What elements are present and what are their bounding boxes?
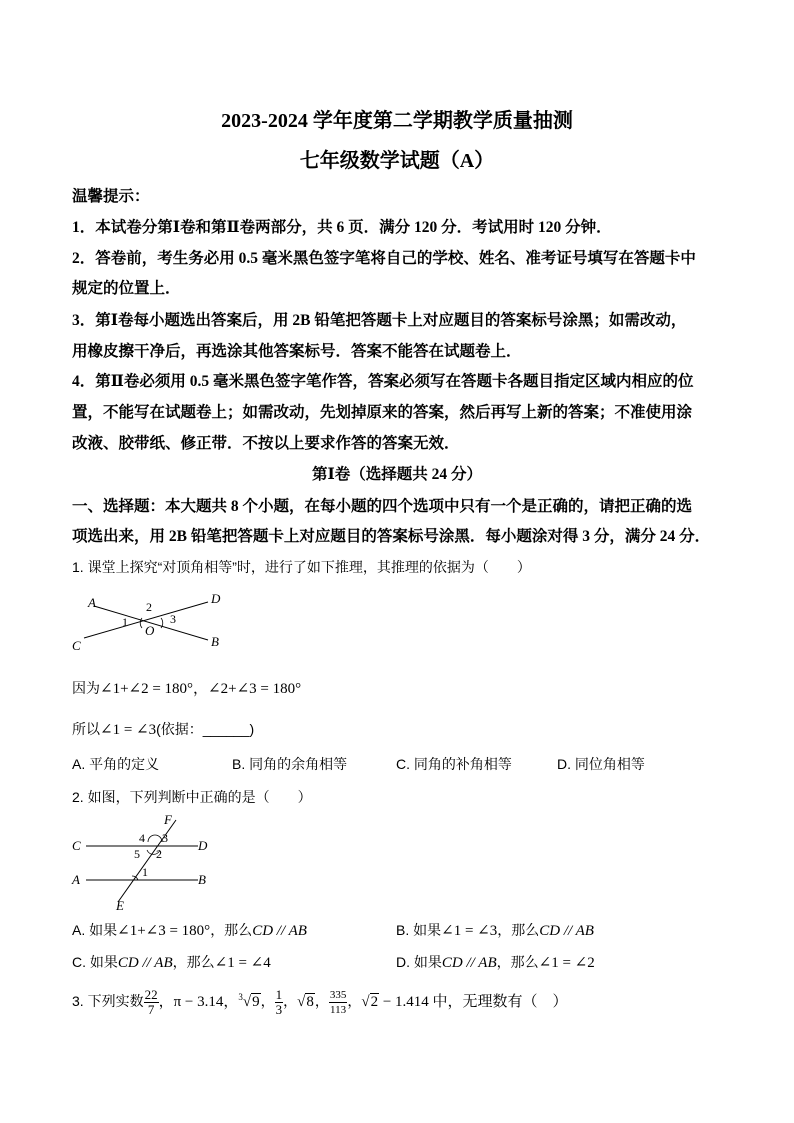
label-F: F [164,812,172,827]
opt-math2: ∠1 = ∠4 [214,955,271,971]
q2-figure [66,812,226,912]
label-E: E [116,898,124,912]
exam-subtitle: 七年级数学试题（A） [299,150,495,172]
opt-mid: ，那么 [496,954,539,970]
section-instructions-line-2: 项选出来，用 2B 铅笔把答题卡上对应题目的答案标号涂黑．每小题涂对得 3 分，满分 24 分． [72,528,711,545]
opt-math2: CD // AB [539,923,594,939]
sqrt-8: √8 [297,994,314,1010]
opt-mid: ，那么 [172,954,215,970]
tip-3-line-2: 用橡皮擦干净后，再选涂其他答案标号．答案不能答在试题卷上． [72,343,522,360]
q2-option-d[interactable] [396,952,595,972]
frac-den: 7 [147,1001,155,1017]
frac-den: 3 [275,1001,283,1017]
exam-title: 2023-2024 学年度第二学期教学质量抽测 [221,110,573,132]
angle-arc-top [148,835,162,842]
angle-label-3: 3 [170,612,176,626]
q2-option-b[interactable] [396,920,594,940]
angle-label-2: 2 [156,847,162,861]
label-D: D [211,591,221,606]
opt-math2: CD // AB [252,923,307,939]
angle-label-3: 3 [162,831,168,845]
radicand: 8 [306,994,314,1010]
opt-math: ∠1+∠3 = 180° [117,923,211,939]
q3-stem [72,980,568,1019]
part1-heading: 第Ⅰ卷（选择题共 24 分） [311,466,482,483]
q3-text-6: ， [347,993,362,1009]
so-suffix: (依据：______) [156,721,255,737]
q2-option-c[interactable] [72,952,271,972]
q1-option-b[interactable]: B. 同角的余角相等 [232,756,348,772]
tip-4-line-1: 4．第Ⅱ卷必须用 0.5 毫米黑色签字笔作答，答案必须写在答题卡各题目指定区域内相应的位 [72,373,694,390]
opt-prefix: D. 如果 [396,954,442,970]
q1-stem: 1. 课堂上探究“对顶角相等”时，进行了如下推理，其推理的依据为（ ） [72,559,531,575]
label-O: O [145,623,155,638]
q2-option-a[interactable] [72,920,307,940]
angle-label-5: 5 [134,847,140,861]
opt-math: ∠1 = ∠3 [441,923,498,939]
opt-prefix: C. 如果 [72,954,118,970]
q3-text-3: ， [260,993,275,1009]
so-prefix: 所以 [72,721,100,737]
label-C: C [72,638,81,653]
q1-option-d[interactable]: D. 同位角相等 [557,756,645,772]
radicand: 2 [370,994,379,1010]
sqrt-2: √2 [361,994,379,1010]
opt-math: CD // AB [441,955,497,971]
label-D: D [198,838,208,853]
fraction-335-113 [329,988,348,1017]
opt-mid: ，那么 [497,922,540,938]
opt-prefix: B. 如果 [396,922,442,938]
q3-text-7: − 1.414 中，无理数有（ ） [379,994,568,1010]
angle-label-2: 2 [146,600,152,614]
tip-2-line-2: 规定的位置上． [72,280,181,297]
q1-option-c[interactable]: C. 同角的补角相等 [396,756,512,772]
fraction-22-7 [144,988,159,1017]
q1-option-a[interactable]: A. 平角的定义 [72,756,160,772]
frac-den: 113 [330,1003,347,1016]
q3-text-2: ，π − 3.14， [158,994,239,1010]
frac-num: 22 [144,986,158,1002]
section-instructions-line-1: 一、选择题：本大题共 8 个小题，在每小题的四个选项中只有一个是正确的，请把正确的选 [72,498,693,515]
root-index: 3 [238,992,243,1002]
opt-math2: ∠1 = ∠2 [538,955,595,971]
label-B: B [211,634,219,649]
label-C: C [72,838,81,853]
label-A: A [88,595,96,610]
angle-label-4: 4 [139,831,145,845]
tip-2-line-1: 2．答卷前，考生务必用 0.5 毫米黑色签字笔将自己的学校、姓名、准考证号填写在答题卡中 [72,250,696,267]
q3-text-5: ， [314,993,329,1009]
label-B: B [198,872,206,887]
fraction-1-3 [275,988,284,1017]
angle-label-1: 1 [122,615,128,629]
q3-text-4: ， [283,993,298,1009]
because-math: ∠1+∠2 = 180°，∠2+∠3 = 180° [100,681,302,697]
opt-math: CD // AB [117,955,173,971]
q2-stem: 2. 如图，下列判断中正确的是（ ） [72,789,312,805]
q1-figure [66,588,236,656]
so-math: ∠1 = ∠3 [100,722,157,738]
tip-1: 1．本试卷分第Ⅰ卷和第Ⅱ卷两部分，共 6 页．满分 120 分．考试用时 120 分钟． [72,219,612,236]
q1-so-line [72,719,254,739]
because-prefix: 因为 [72,680,100,696]
tips-heading: 温馨提示： [72,188,150,205]
frac-num: 335 [329,988,347,1001]
opt-prefix: A. 如果 [72,922,118,938]
angle-label-1: 1 [142,865,148,879]
radicand: 9 [252,994,260,1010]
q1-because-line [72,677,301,698]
opt-mid: ，那么 [210,922,253,938]
q3-prefix: 3. 下列实数 [72,993,144,1009]
tip-4-line-3: 改液、胶带纸、修正带．不按以上要求作答的答案无效． [72,435,460,452]
frac-num: 1 [275,986,283,1002]
label-A: A [72,872,80,887]
cube-root-9: $^3$√9 [238,992,260,1010]
tip-3-line-1: 3．第Ⅰ卷每小题选出答案后，用 2B 铅笔把答题卡上对应题目的答案标号涂黑；如需改动， [72,312,687,329]
tip-4-line-2: 置，不能写在试题卷上；如需改动，先划掉原来的答案，然后再写上新的答案；不准使用涂 [72,404,693,421]
